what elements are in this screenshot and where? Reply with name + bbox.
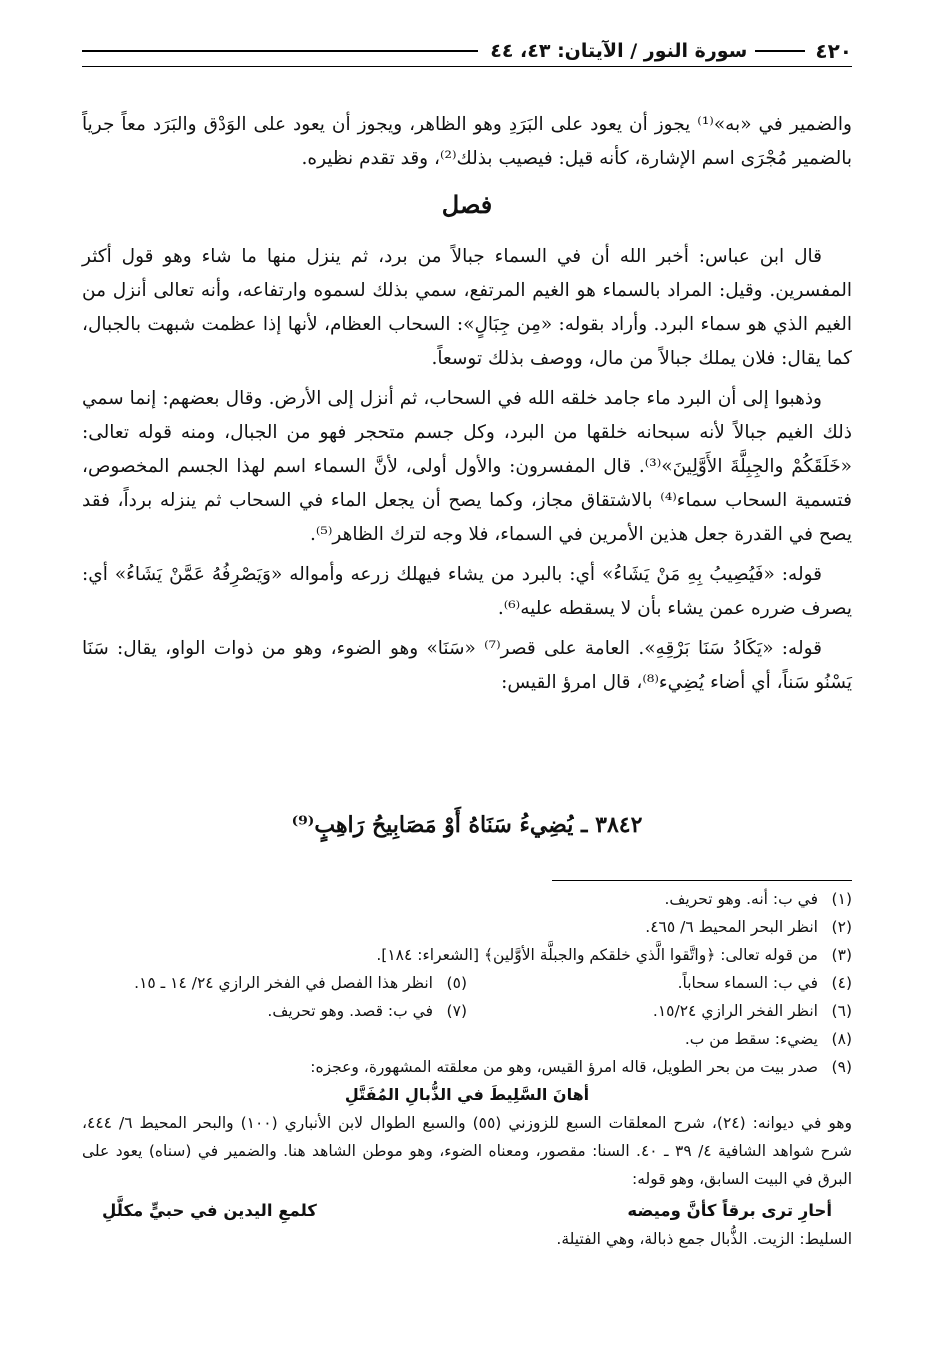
paragraph-1: قال ابن عباس: أخبر الله أن في السماء جبالاً من برد، ثم ينزل منها ما شاء وهو قول أكثر المفسرين. وقيل: المراد بالسماء هو الغيم المرتفع، سمي بذلك لسموه وارتفاعه، وأنه تعالى أنزل من الغيم الذي هو سماء البرد. وأراد بقوله: «مِن جِبَالٍ»: السحاب العظام، لأنها إذا عظمت شبهت بالجبال، كما يقال: فلان يملك جبالاً من مال، ووصف بذلك توسعاً. [82,246,852,369]
footnote-9-continuation: وهو في ديوانه: (٢٤)، شرح المعلقات السبع للزوزني (٥٥) والسبع الطوال لابن الأنباري (١٠٠) والبحر المحيط ٦/ ٤٤٤، شرح شواهد الشافية ٤/ ٣٩ ـ ٤٠. السنا: مقصور، ومعناه الضوء، وهو موطن الشاهد هنا. والضمير في (سناه) يعود على البرق في البيت السابق، وهو قوله: [82,1114,852,1188]
main-text [82,240,852,700]
footnote-8: (٨) يضيء: سقط من ب. [684,1030,852,1048]
footnotes [82,885,852,1253]
footnote-row-4-5 [82,969,852,997]
footnote-9-gloss: السليط: الزيت. الذُّبال جمع ذبالة، وهي الفتيلة. [556,1230,852,1248]
footnote-1: (١) في ب: أنه. وهو تحريف. [664,890,852,908]
paragraph-4: قوله: «يَكَادُ سَنَا بَرْقِهِ». العامة على قصر⁽⁷⁾ «سَنَا» وهو الضوء، وهو من ذوات الواو، يقال: سَنَا يَسْنُو سَناً، أي أضاء يُضِيء⁽⁸⁾، قال امرؤ القيس: [82,638,852,693]
paragraph-3: قوله: «فَيُصِيبُ بِهِ مَنْ يَشَاءُ» أي: بالبرد من يشاء فيهلك زرعه وأمواله «وَيَصْرِفُهُ عَمَّنْ يَشَاءُ» أي: يصرف ضرره عمن يشاء بأن لا يسقطه عليه⁽⁶⁾. [82,564,852,619]
footnote-row-6-7 [82,997,852,1025]
section-title: سورة النور / الآيتان: ٤٣، ٤٤ [490,40,748,62]
header-rule-short [755,50,805,52]
footnote-4: (٤) في ب: السماء سحاباً. [677,974,852,992]
intro-text: والضمير في «به»⁽¹⁾ يجوز أن يعود على البَرَدِ وهو الظاهر، ويجوز أن يعود على الوَدْق والبَرَد معاً جرياً بالضمير مُجْرَى اسم الإشارة، كأنه قيل: فيصيب بذلك⁽²⁾، وقد تقدم نظيره. [82,114,852,169]
header-underline [82,66,852,67]
section-heading: فصل [441,190,493,219]
intro-paragraph [82,108,852,176]
page-header [82,34,852,68]
footnote-7: (٧) في ب: قصد. وهو تحريف. [267,1002,467,1020]
footnote-2: (٢) انظر البحر المحيط ٦/ ٤٦٥. [645,918,852,936]
footnote-9-couplet [82,1193,852,1225]
paragraph-2: وذهبوا إلى أن البرد ماء جامد خلقه الله في السحاب، ثم أنزل إلى الأرض. وقال بعضهم: إنما سمي ذلك الغيم جبالاً لأنه سبحانه خلقها من البرد، وكل جسم متحجر فهو من الجبال، ومنه قوله تعالى: «خَلَقَكُمْ والجِبِلَّةَ الأَوَّلِينَ»⁽³⁾. قال المفسرون: والأول أولى، لأنَّ السماء اسم لهذا الجسم المخصوص، فتسمية السحاب سماء⁽⁴⁾ بالاشتقاق مجاز، وكما يصح أن يجعل الماء في السحاب ثم ينزله برداً، فقد يصح في القدرة جعل هذين الأمرين في السماء، فلا وجه لترك الظاهر⁽⁵⁾. [82,388,852,545]
footnote-9: (٩) صدر بيت من بحر الطويل، قاله امرؤ القيس، وهو من معلقته المشهورة، وعجزه: [310,1058,852,1076]
couplet-second-hemistich: كلمعِ اليدين في حبيٍّ مكلَّلِ [102,1201,317,1220]
header-rule-long [82,50,478,52]
page-number: ٤٢٠ [815,39,852,63]
footnote-3: (٣) من قوله تعالى: ﴿واتَّقوا الَّذي خلقكم والجبلَّة الأوَّلين﴾ [الشعراء: ١٨٤]. [376,946,852,964]
footnote-9-verse: أهانَ السَّلِيطَ في الذُّبالِ المُفَتَّلِ [344,1085,590,1104]
footnote-6: (٦) انظر الفخر الرازي ١٥/٢٤. [652,1002,852,1020]
footnote-5: (٥) انظر هذا الفصل في الفخر الرازي ٢٤/ ١٤ ـ ١٥. [134,974,467,992]
couplet-first-hemistich: أحارِ ترى برقاً كأنَّ وميضه [627,1201,832,1220]
footnote-separator [552,880,852,881]
poetry-verse: ٣٨٤٢ ـ يُضِيءُ سَنَاهُ أَوْ مَصَابِيحُ رَاهِبٍ⁽⁹⁾ [291,812,643,838]
